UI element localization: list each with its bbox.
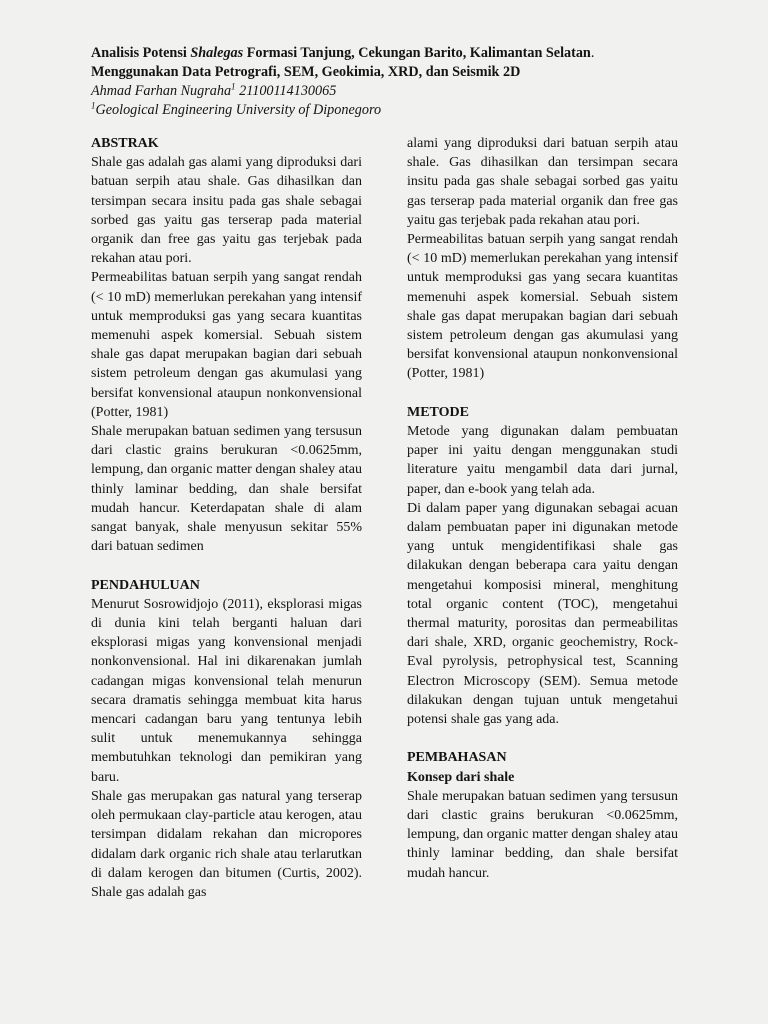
pembahasan-heading: PEMBAHASAN: [407, 750, 507, 766]
section-spacer: [91, 556, 362, 575]
author-line: Ahmad Farhan Nugraha$^1$ 21100114130065: [91, 81, 337, 99]
paper-title-line-2: Menggunakan Data Petrografi, SEM, Geokimia, XRD, dan Seismik 2D: [91, 64, 521, 80]
konsep-subheading: Konsep dari shale: [407, 769, 515, 785]
continued-paragraph-1: alami yang diproduksi dari batuan serpih atau shale. Gas dihasilkan dan tersimpan secara insitu pada gas shale sebagai sorbed gas yaitu gas terserap pada material organik dan free gas yaitu gas terjebak pada rekahan atau pori.: [407, 136, 678, 228]
paper-title-line-1: Analisis Potensi Shalegas Formasi Tanjung, Cekungan Barito, Kalimantan Selatan.: [91, 45, 595, 61]
section-spacer: [407, 729, 678, 748]
abstrak-paragraph-1: Shale gas adalah gas alami yang diproduksi dari batuan serpih atau shale. Gas dihasilkan dan tersimpan secara insitu pada gas shale sebagai sorbed gas yaitu gas terserap pada material organik dan free gas yaitu gas terjebak pada rekahan atau pori.: [91, 155, 362, 267]
left-column: [91, 134, 362, 902]
continued-paragraph-2: Permeabilitas batuan serpih yang sangat rendah (< 10 mD) memerlukan perekahan yang intensif untuk memproduksi gas yang secara kuantitas memenuhi aspek komersial. Sebuah sistem shale gas dapat merupakan bagian dari sebuah sistem petroleum dengan gas akumulasi yang bersifat konvensional ataupun nonkonvensional (Potter, 1981): [407, 232, 678, 382]
pendahuluan-paragraph-2: Shale gas merupakan gas natural yang terserap oleh permukaan clay-particle atau kerogen, atau tersimpan didalam rekahan dan micropores didalam dark organic rich shale atau terlarutkan di dalam kerogen dan bitumen (Curtis, 2002). Shale gas adalah gas: [91, 788, 362, 900]
abstrak-paragraph-3: Shale merupakan batuan sedimen yang tersusun dari clastic grains berukuran <0.0625mm, lempung, dan organic matter dengan shaley atau thinly laminar bedding, dan shale bersifat mudah hancur. Keterdapatan shale di alam sangat banyak, shale menyusun sekitar 55% dari batuan sedimen: [91, 424, 362, 555]
section-spacer: [407, 384, 678, 403]
paper-header: [91, 44, 691, 120]
abstrak-heading: ABSTRAK: [91, 136, 159, 151]
pendahuluan-paragraph-1: Menurut Sosrowidjojo (2011), eksplorasi migas di dunia kini telah berganti haluan dari eksplorasi migas yang konvensional menjadi nonkonvensional. Hal ini dikarenakan jumlah cadangan migas konvensional telah menurun secara dramatis sehingga membuat kita harus mencari cadangan baru yang tentunya lebih sulit untuk menemukannya sehingga membutuhkan teknologi dan pemikiran yang baru.: [91, 596, 362, 785]
right-column: [407, 134, 678, 883]
abstrak-paragraph-2: Permeabilitas batuan serpih yang sangat rendah (< 10 mD) memerlukan perekahan yang intensif untuk memproduksi gas yang secara kuantitas memenuhi aspek komersial. Sebuah sistem shale gas dapat merupakan bagian dari sebuah sistem petroleum dengan gas akumulasi yang bersifat konvensional ataupun nonkonvensional (Potter, 1981): [91, 270, 362, 420]
konsep-paragraph-1: Shale merupakan batuan sedimen yang tersusun dari clastic grains berukuran <0.0625mm, lempung, dan organic matter dengan shaley atau thinly laminar bedding, dan shale bersifat mudah hancur.: [407, 788, 678, 881]
affiliation-line: $^1$Geological Engineering University of Diponegoro: [91, 100, 382, 118]
metode-paragraph-1: Metode yang digunakan dalam pembuatan paper ini yaitu dengan menggunakan studi literature yaitu mengambil data dari jurnal, paper, dan e-book yang telah ada.: [407, 424, 678, 497]
pendahuluan-heading: PENDAHULUAN: [91, 577, 200, 593]
metode-paragraph-2: Di dalam paper yang digunakan sebagai acuan dalam pembuatan paper ini digunakan metode yang untuk mengidentifikasi shale gas dilakukan dengan beberapa cara yaitu dengan mengetahui komposisi mineral, menghitung total organic content (TOC), mengetahui thermal maturity, porositas dan permeabilitas dari shale, XRD, organic geochemistry, Rock-Eval pyrolysis, petrophysical test, Scanning Electron Microscopy (SEM). Semua metode dilakukan dengan tujuan untuk mengetahui potensi shale gas yang ada.: [407, 500, 678, 728]
metode-heading: METODE: [407, 404, 469, 420]
